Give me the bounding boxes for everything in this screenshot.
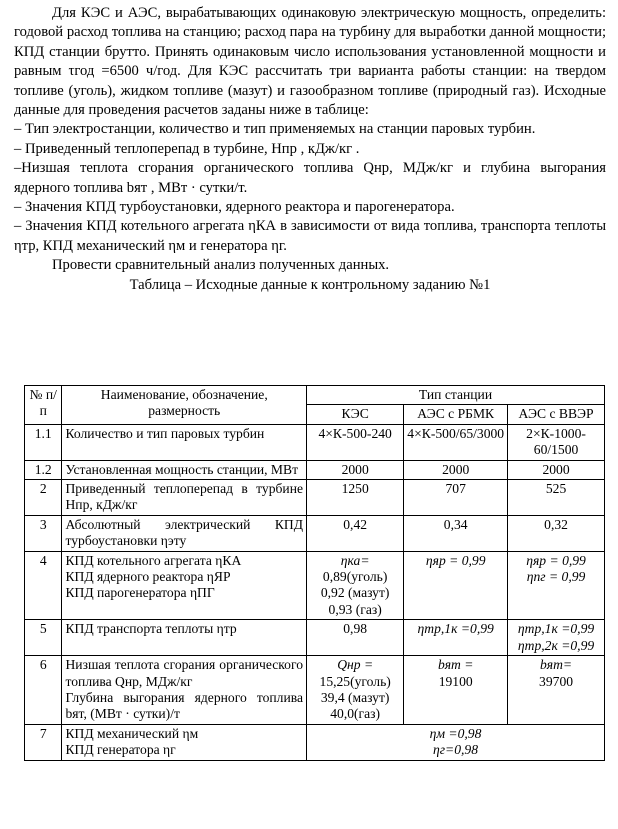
cell-line: Qнр = bbox=[337, 657, 374, 673]
cell-aes-vver bbox=[508, 656, 605, 725]
row-name: Абсолютный электрический КПД турбоустановки ηэту bbox=[62, 515, 307, 551]
row-name: Количество и тип паровых турбин bbox=[62, 424, 307, 460]
cell-line: ηтр,2к =0,99 bbox=[517, 637, 595, 653]
cell-aes-vver bbox=[508, 620, 605, 656]
instruction-paragraph: Провести сравнительный анализ полученных данных. bbox=[52, 257, 390, 274]
cell-line: 39,4 (мазут) bbox=[320, 689, 390, 705]
row-num: 2 bbox=[25, 480, 62, 516]
header-aes-vver: АЭС с ВВЭР bbox=[508, 405, 605, 424]
cell-aes-vver: 525 bbox=[508, 480, 605, 516]
row-num: 3 bbox=[25, 515, 62, 551]
row-name-line: Низшая теплота сгорания органического топлива Qнр, МДж/кг bbox=[65, 657, 304, 689]
row-num: 6 bbox=[25, 656, 62, 725]
cell-line: 0,93 (газ) bbox=[328, 601, 382, 617]
cell-aes-rbmk: 4×К-500/65/3000 bbox=[404, 424, 508, 460]
cell-line: ηтр,1к =0,99 bbox=[517, 621, 595, 637]
cell-line: ηг=0,98 bbox=[433, 742, 479, 758]
table-header-row bbox=[25, 386, 605, 405]
cell-aes-rbmk bbox=[404, 656, 508, 725]
cell-line: ηм =0,98 bbox=[429, 725, 482, 741]
row-name: КПД транспорта теплоты ηтр bbox=[62, 620, 307, 656]
cell-line: ηяр = 0,99 bbox=[526, 552, 586, 568]
row-name-line: КПД ядерного реактора ηЯР bbox=[65, 569, 231, 585]
table-row bbox=[25, 460, 605, 479]
row-name-line: КПД генератора ηг bbox=[65, 742, 176, 758]
cell-line: 15,25(уголь) bbox=[319, 673, 391, 689]
list-item: –Низшая теплота сгорания органического топлива Qнр, МДж/кг и глубина выгорания ядерного топлива bят , МВт · сутки/т. bbox=[14, 160, 606, 196]
row-num: 1.1 bbox=[25, 424, 62, 460]
row-name-line: КПД механический ηм bbox=[65, 725, 199, 741]
cell-aes-rbmk: 2000 bbox=[404, 460, 508, 479]
header-name: Наименование, обозначение, размерность bbox=[62, 386, 307, 425]
cell-line: 39700 bbox=[539, 673, 574, 689]
task-text bbox=[14, 4, 606, 295]
table-row bbox=[25, 656, 605, 725]
cell-kes bbox=[307, 656, 404, 725]
cell-line: bят = bbox=[437, 657, 474, 673]
row-num: 1.2 bbox=[25, 460, 62, 479]
table-row bbox=[25, 724, 605, 760]
header-num: № п/п bbox=[25, 386, 62, 425]
cell-line: 19100 bbox=[438, 673, 473, 689]
cell-kes: 2000 bbox=[307, 460, 404, 479]
row-num: 5 bbox=[25, 620, 62, 656]
cell-aes-rbmk: ηяр = 0,99 bbox=[404, 551, 508, 620]
list-item: – Значения КПД турбоустановки, ядерного реактора и парогенератора. bbox=[14, 199, 455, 216]
cell-line: 0,92 (мазут) bbox=[320, 585, 390, 601]
row-name: Установленная мощность станции, МВт bbox=[62, 460, 307, 479]
cell-common bbox=[307, 724, 605, 760]
table-row bbox=[25, 515, 605, 551]
cell-line: ηпг = 0,99 bbox=[526, 569, 586, 585]
cell-aes-vver: 0,32 bbox=[508, 515, 605, 551]
row-name bbox=[62, 551, 307, 620]
table-caption: Таблица – Исходные данные к контрольному заданию №1 bbox=[129, 276, 491, 293]
table-row bbox=[25, 620, 605, 656]
cell-kes bbox=[307, 551, 404, 620]
header-station-type: Тип станции bbox=[307, 386, 605, 405]
cell-kes: 0,98 bbox=[307, 620, 404, 656]
cell-aes-rbmk: 707 bbox=[404, 480, 508, 516]
cell-aes-rbmk: ηтр,1к =0,99 bbox=[404, 620, 508, 656]
row-name-line: КПД котельного агрегата ηКА bbox=[65, 552, 242, 568]
table-row bbox=[25, 480, 605, 516]
task-paragraph: Для КЭС и АЭС, вырабатывающих одинаковую электрическую мощность, определить: годовой расход топлива на станцию; расход пара на турбину для выработки данной мощности; КПД станции брутто. Принять одинаковым число использования установленной мощности и равным τгод =6500 ч/год. Для КЭС рассчитать три варианта работы станции: на твердом топливе (уголь), жидком топливе (мазут) и газообразном топливе (природный газ). Исходные данные для проведения расчетов заданы ниже в таблице: bbox=[14, 5, 606, 119]
cell-kes: 4×К-500-240 bbox=[307, 424, 404, 460]
cell-line: 40,0(газ) bbox=[330, 706, 381, 722]
header-kes: КЭС bbox=[307, 405, 404, 424]
row-name-line: Глубина выгорания ядерного топлива bят, (МВт · сутки)/т bbox=[65, 689, 304, 722]
row-name: Приведенный теплоперепад в турбине Hпр, кДж/кг bbox=[62, 480, 307, 516]
cell-line: 0,89(уголь) bbox=[322, 569, 388, 585]
cell-aes-vver: 2×К-1000-60/1500 bbox=[508, 424, 605, 460]
list-item: – Тип электростанции, количество и тип применяемых на станции паровых турбин. bbox=[14, 121, 536, 138]
cell-line: bят= bbox=[539, 657, 573, 673]
cell-kes: 1250 bbox=[307, 480, 404, 516]
header-aes-rbmk: АЭС с РБМК bbox=[404, 405, 508, 424]
data-table bbox=[24, 385, 605, 761]
cell-aes-vver bbox=[508, 551, 605, 620]
table-row bbox=[25, 424, 605, 460]
cell-line: ηка= bbox=[340, 552, 370, 568]
cell-aes-rbmk: 0,34 bbox=[404, 515, 508, 551]
cell-aes-vver: 2000 bbox=[508, 460, 605, 479]
list-item: – Приведенный теплоперепад в турбине, Hпр , кДж/кг . bbox=[14, 140, 360, 157]
row-name bbox=[62, 724, 307, 760]
list-item: – Значения КПД котельного агрегата ηКА в зависимости от вида топлива, транспорта теплоты ηтр, КПД механический ηм и генератора ηг. bbox=[14, 218, 606, 254]
row-name-line: КПД парогенератора ηПГ bbox=[65, 585, 215, 601]
row-name bbox=[62, 656, 307, 725]
row-num: 4 bbox=[25, 551, 62, 620]
cell-kes: 0,42 bbox=[307, 515, 404, 551]
row-num: 7 bbox=[25, 724, 62, 760]
table-row bbox=[25, 551, 605, 620]
